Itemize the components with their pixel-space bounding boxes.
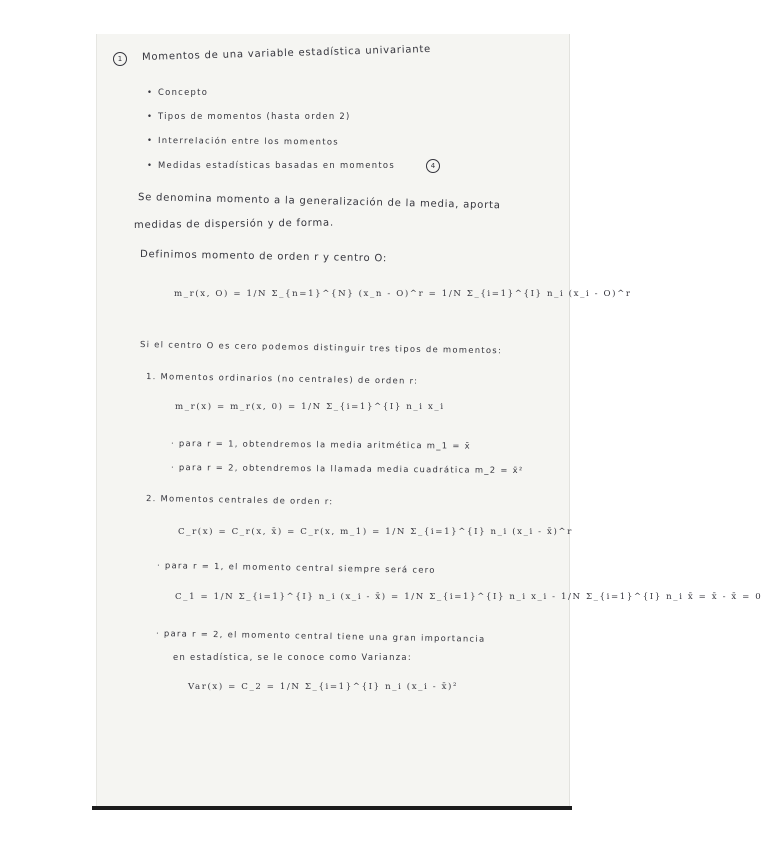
central-moment-formula: C_r(x) = C_r(x, x̄) = C_r(x, m_1) = 1/N Σ_{i=1}^{I} n_i (x_i - x̄)^r (178, 527, 573, 537)
ordinary-r2-note: · para r = 2, obtendremos la llamada media cuadrática m_2 = x̄² (170, 462, 524, 476)
variance-formula: Var(x) = C_2 = 1/N Σ_{i=1}^{I} n_i (x_i - x̄)² (188, 682, 459, 692)
topic-item: Medidas estadísticas basadas en momentos (158, 160, 396, 170)
central-r1-formula: C_1 = 1/N Σ_{i=1}^{I} n_i (x_i - x̄) = 1/N Σ_{i=1}^{I} n_i x_i - 1/N Σ_{i=1}^{I} n_i x̄ = x̄ - x̄ = 0 (175, 592, 762, 602)
central-r1-note: · para r = 1, el momento central siempre será cero (156, 560, 436, 575)
definition-line-1: Se denomina momento a la generalización de la media, aporta (137, 192, 501, 212)
topic-bullet: • (147, 87, 154, 97)
ordinary-moments-title: 1. Momentos ordinarios (no centrales) de orden r: (145, 371, 419, 386)
topic-item: Tipos de momentos (hasta orden 2) (158, 111, 351, 121)
topic-note-badge: 4 (426, 159, 440, 173)
topic-bullet: • (147, 135, 154, 145)
central-moments-title: 2. Momentos centrales de orden r: (145, 493, 334, 507)
definition-line-2: medidas de dispersión y de forma. (133, 217, 334, 231)
section-number-badge: 1 (113, 52, 127, 66)
ordinary-r1-note: · para r = 1, obtendremos la media aritmética m_1 = x̄ (170, 438, 471, 451)
central-r2-note-line-1: · para r = 2, el momento central tiene una gran importancia (155, 628, 486, 644)
topic-item: Interrelación entre los momentos (157, 135, 340, 147)
central-r2-note-line-2: en estadística, se le conoce como Varianza: (173, 652, 412, 662)
moment-formula: m_r(x, O) = 1/N Σ_{n=1}^{N} (x_n - O)^r = 1/N Σ_{i=1}^{I} n_i (x_i - O)^r (174, 289, 632, 299)
ordinary-moment-formula: m_r(x) = m_r(x, 0) = 1/N Σ_{i=1}^{I} n_i x_i (175, 402, 445, 412)
definition-intro: Definimos momento de orden r y centro O: (139, 249, 388, 265)
topic-item: Concepto (158, 87, 209, 97)
topic-bullet: • (147, 111, 154, 121)
section-title: Momentos de una variable estadística univariante (141, 43, 432, 63)
topic-bullet: • (147, 160, 154, 170)
notebook-page (96, 34, 570, 810)
page-bottom-edge (92, 806, 572, 810)
center-zero-text: Si el centro O es cero podemos distinguir tres tipos de momentos: (139, 339, 503, 356)
